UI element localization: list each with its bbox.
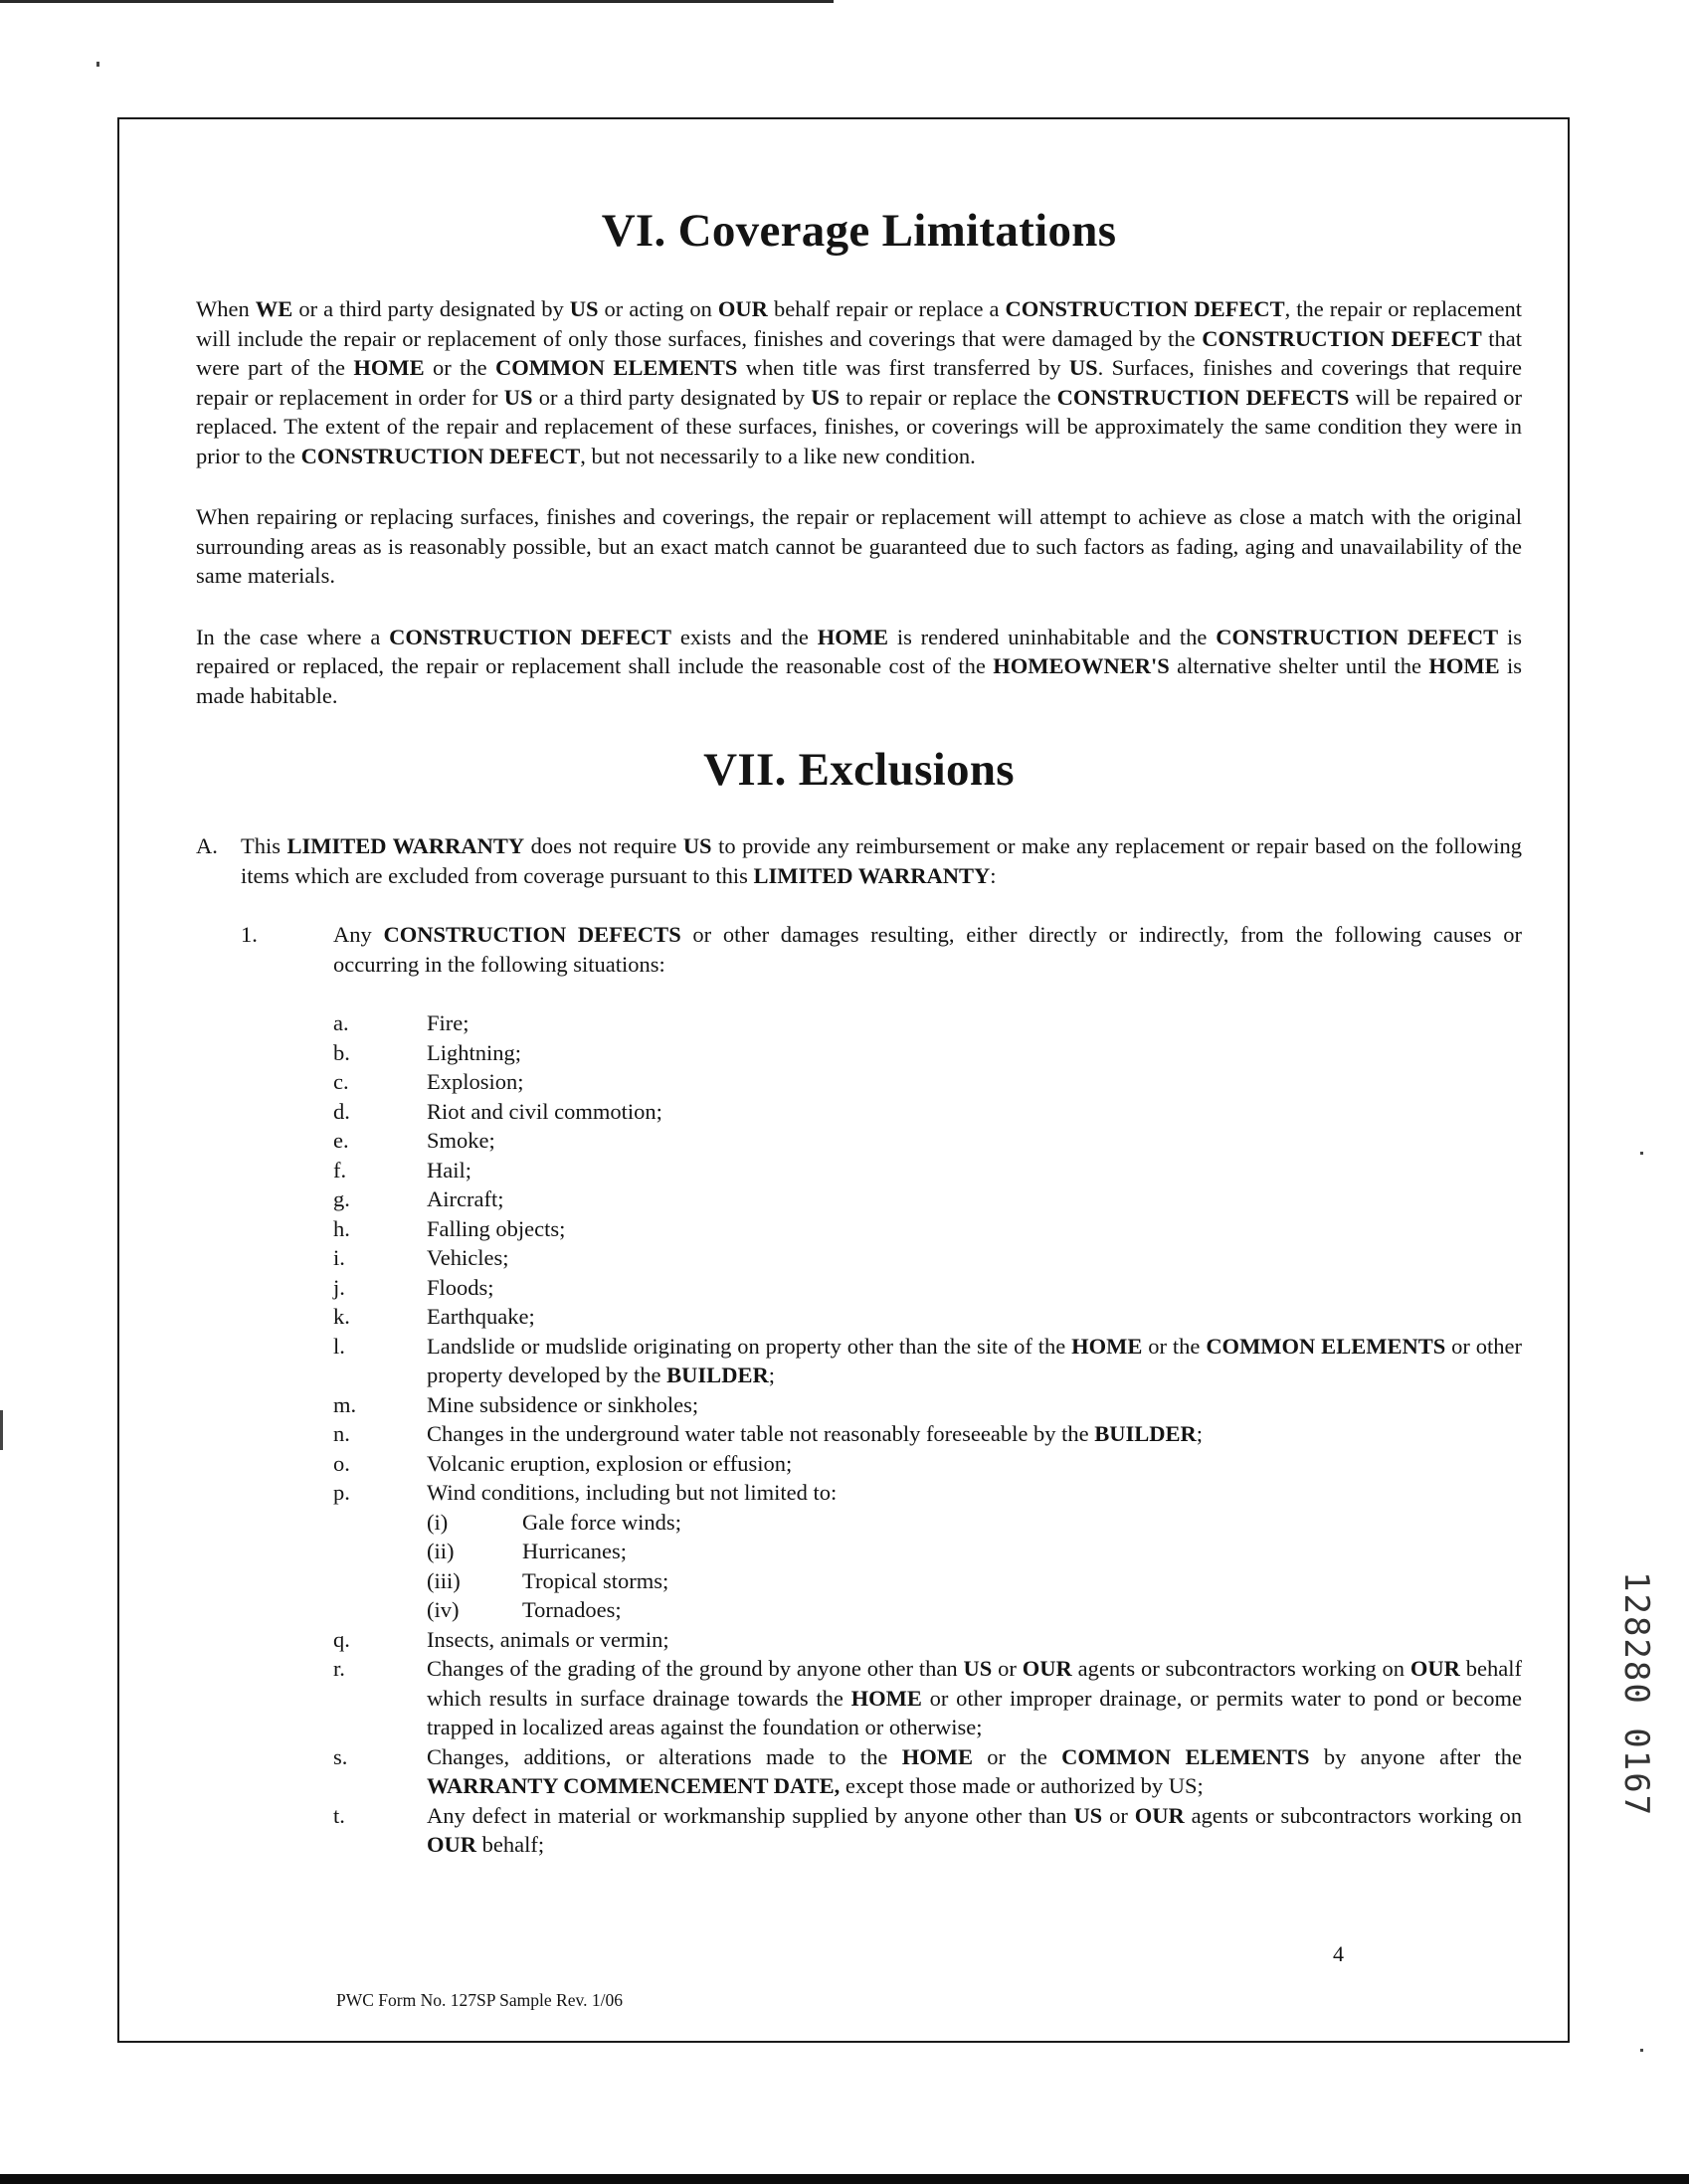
list-label: c. — [333, 1069, 349, 1094]
bold-term: COMMON ELEMENTS — [495, 355, 738, 380]
list-text: Explosion; — [427, 1069, 524, 1094]
list-text: Changes, additions, or alterations made to the HOME or the COMMON ELEMENTS by anyone after the WARRANTY COMMENCEMENT DATE, except those made or authorized by US; — [427, 1743, 1522, 1798]
list-label: (iii) — [427, 1567, 461, 1593]
bold-term: US — [811, 384, 841, 410]
bold-term: CONSTRUCTION DEFECTS — [1056, 384, 1350, 410]
list-label: b. — [333, 1039, 350, 1065]
list-text: Aircraft; — [427, 1186, 504, 1211]
list-text: Floods; — [427, 1274, 494, 1300]
section-heading-coverage-limitations: VI. Coverage Limitations — [601, 205, 1117, 257]
list-label: (i) — [427, 1509, 449, 1535]
list-label: t. — [333, 1802, 345, 1828]
list-label: (ii) — [427, 1539, 455, 1563]
exclusion-item-a — [196, 831, 1522, 890]
list-label: r. — [333, 1656, 345, 1681]
wind-condition-item — [427, 1566, 1522, 1596]
bold-term: LIMITED WARRANTY — [753, 862, 991, 888]
wind-condition-item — [427, 1508, 1522, 1538]
bold-term: US — [503, 384, 533, 410]
exclusion-subitem — [333, 1801, 1522, 1860]
bold-term: HOME — [901, 1743, 973, 1769]
list-label: k. — [333, 1304, 350, 1329]
list-text: Falling objects; — [427, 1215, 566, 1241]
list-label: n. — [333, 1421, 350, 1446]
bold-term: US — [1068, 355, 1098, 380]
list-text: Volcanic eruption, explosion or effusion; — [427, 1450, 793, 1476]
list-label: o. — [333, 1450, 350, 1476]
bold-term: BUILDER — [666, 1363, 769, 1387]
bold-term: HOMEOWNER'S — [993, 653, 1170, 678]
bates-stamp: 128280 0167 — [1616, 1571, 1656, 1818]
list-label: j. — [333, 1274, 345, 1300]
list-text: Any CONSTRUCTION DEFECTS or other damages resulting, either directly or indirectly, from the following causes or occurring in the following situations: — [333, 922, 1522, 977]
bold-term: US — [963, 1656, 993, 1681]
exclusion-subitem — [333, 1625, 1522, 1655]
paragraph: In the case where a CONSTRUCTION DEFECT exists and the HOME is rendered uninhabitable and the CONSTRUCTION DEFECT is repaired or replaced, the repair or replacement shall include the reasonable cost of the HOMEOWNER'S alternative shelter until the HOME is made habitable. — [196, 624, 1523, 708]
page-number: 4 — [1333, 1941, 1344, 1966]
wind-condition-item — [427, 1595, 1522, 1625]
list-label: s. — [333, 1743, 348, 1769]
list-text: Mine subsidence or sinkholes; — [427, 1391, 699, 1417]
bold-term: HOME — [1071, 1333, 1143, 1359]
exclusion-subitem — [333, 1449, 1522, 1479]
list-label: l. — [333, 1333, 345, 1359]
exclusion-subitem — [333, 1097, 1522, 1127]
scan-bottom-edge — [0, 2174, 1689, 2184]
list-text: Fire; — [427, 1010, 469, 1035]
document-body — [196, 183, 1522, 1860]
list-label: e. — [333, 1128, 349, 1153]
exclusion-subitem — [333, 1156, 1522, 1185]
section-heading-exclusions: VII. Exclusions — [703, 744, 1015, 796]
bold-term: OUR — [1134, 1802, 1185, 1828]
bold-term: CONSTRUCTION DEFECT — [1216, 624, 1499, 649]
bold-term: OUR — [1409, 1656, 1460, 1681]
exclusion-subitem — [333, 1126, 1522, 1156]
exclusion-sublist — [333, 1008, 1522, 1860]
list-text: Smoke; — [427, 1128, 495, 1153]
list-text: This LIMITED WARRANTY does not require US to provide any reimbursement or make any replacement or repair based on the following items which are excluded from coverage pursuant to this LIMITED WARRANTY: — [241, 833, 1522, 888]
list-label: d. — [333, 1098, 350, 1124]
list-text: Insects, animals or vermin; — [427, 1626, 669, 1652]
exclusion-subitem — [333, 1742, 1522, 1801]
bold-term: WARRANTY COMMENCEMENT DATE, — [427, 1773, 841, 1798]
scan-speck — [96, 62, 99, 67]
bold-term: CONSTRUCTION DEFECTS — [383, 922, 681, 947]
bold-term: OUR — [1022, 1656, 1072, 1681]
bold-term: COMMON ELEMENTS — [1206, 1333, 1446, 1359]
list-label: q. — [333, 1626, 350, 1652]
scan-top-edge — [0, 0, 834, 3]
bold-term: OUR — [427, 1832, 476, 1857]
list-label: p. — [333, 1480, 350, 1505]
list-text: Tropical storms; — [522, 1567, 669, 1593]
list-label: f. — [333, 1157, 347, 1183]
list-text: Landslide or mudslide originating on property other than the site of the HOME or the COMMON ELEMENTS or other property developed by the BUILDER; — [427, 1333, 1522, 1387]
exclusion-subitem — [333, 1478, 1522, 1625]
bold-term: US — [569, 296, 599, 321]
list-label: i. — [333, 1245, 345, 1270]
bold-term: US — [1073, 1802, 1103, 1828]
bold-term: LIMITED WARRANTY — [286, 833, 525, 858]
exclusion-subitem — [333, 1332, 1522, 1390]
paragraph: When WE or a third party designated by US or acting on OUR behalf repair or replace a CONSTRUCTION DEFECT, the repair or replacement will include the repair or replacement of only those surfaces, finishes and coverings that were damaged by the CONSTRUCTION DEFECT that were part of the HOME or the COMMON ELEMENTS when title was first transferred by US. Surfaces, finishes and coverings that require repair or replacement in order for US or a third party designated by US to repair or replace the CONSTRUCTION DEFECTS will be repaired or replaced. The extent of the repair and replacement of these surfaces, finishes, or coverings will be approximately the same condition they were in prior to the CONSTRUCTION DEFECT, but not necessarily to a like new condition. — [196, 296, 1522, 468]
scan-speck — [1640, 1152, 1643, 1155]
form-footer: PWC Form No. 127SP Sample Rev. 1/06 — [336, 1990, 623, 2010]
wind-condition-item — [427, 1537, 1522, 1566]
bold-term: OUR — [717, 296, 768, 321]
list-label: h. — [333, 1215, 350, 1241]
list-text: Any defect in material or workmanship supplied by anyone other than US or OUR agents or subcontractors working on OUR behalf; — [427, 1802, 1522, 1857]
list-text: Changes of the grading of the ground by anyone other than US or OUR agents or subcontractors working on OUR behalf which results in surface drainage towards the HOME or other improper drainage, or permits water to pond or become trapped in localized areas against the foundation or otherwise; — [427, 1656, 1522, 1739]
list-label: a. — [333, 1010, 349, 1035]
exclusion-subitem — [333, 1390, 1522, 1420]
exclusion-item-1 — [241, 920, 1522, 979]
exclusion-subitem — [333, 1038, 1522, 1068]
list-text: Earthquake; — [427, 1304, 535, 1329]
list-label: g. — [333, 1186, 350, 1211]
exclusion-subitem — [333, 1419, 1522, 1449]
scan-edge-mark — [0, 1410, 3, 1450]
list-text: Lightning; — [427, 1039, 521, 1065]
bold-term: CONSTRUCTION DEFECT — [300, 443, 581, 468]
list-text: Hail; — [427, 1157, 471, 1183]
exclusion-subitem — [333, 1302, 1522, 1332]
list-label: 1. — [241, 922, 258, 947]
list-text: Changes in the underground water table not reasonably foreseeable by the BUILDER; — [427, 1421, 1204, 1446]
list-text: Wind conditions, including but not limited to: (i) Gale force winds; (ii) Hurricanes; (iii) Tropical storms; (iv) Tornadoes; — [427, 1478, 1522, 1625]
bold-term: CONSTRUCTION DEFECT — [389, 624, 672, 649]
bold-term: CONSTRUCTION DEFECT — [1005, 296, 1285, 321]
bold-term: HOME — [850, 1685, 922, 1711]
list-label: (iv) — [427, 1597, 460, 1622]
exclusion-subitem — [333, 1067, 1522, 1097]
bold-term: HOME — [817, 624, 888, 649]
bold-term: HOME — [353, 355, 425, 380]
exclusion-subitem — [333, 1008, 1522, 1038]
list-label: A. — [196, 833, 218, 858]
list-text: Gale force winds; — [522, 1509, 681, 1535]
list-text: Vehicles; — [427, 1245, 509, 1270]
exclusion-subitem — [333, 1654, 1522, 1742]
bold-term: HOME — [1428, 653, 1500, 678]
list-text: Tornadoes; — [522, 1597, 622, 1622]
exclusion-subitem — [333, 1184, 1522, 1214]
exclusion-subitem — [333, 1214, 1522, 1244]
bold-term: COMMON ELEMENTS — [1061, 1743, 1310, 1769]
bold-term: CONSTRUCTION DEFECT — [1202, 325, 1482, 351]
list-text: Hurricanes; — [522, 1539, 627, 1563]
bold-term: WE — [255, 296, 293, 321]
exclusion-subitem — [333, 1273, 1522, 1303]
scan-speck — [1640, 2049, 1643, 2052]
bold-term: US — [682, 833, 712, 858]
exclusion-subitem — [333, 1243, 1522, 1273]
list-text: Riot and civil commotion; — [427, 1098, 662, 1124]
list-label: m. — [333, 1391, 357, 1417]
bold-term: BUILDER — [1094, 1421, 1197, 1446]
paragraph: When repairing or replacing surfaces, finishes and coverings, the repair or replacement will attempt to achieve as close a match with the original surrounding areas as is reasonably possible, but an exact match cannot be guaranteed due to such factors as fading, aging and unavailability of the same materials. — [196, 504, 1522, 588]
